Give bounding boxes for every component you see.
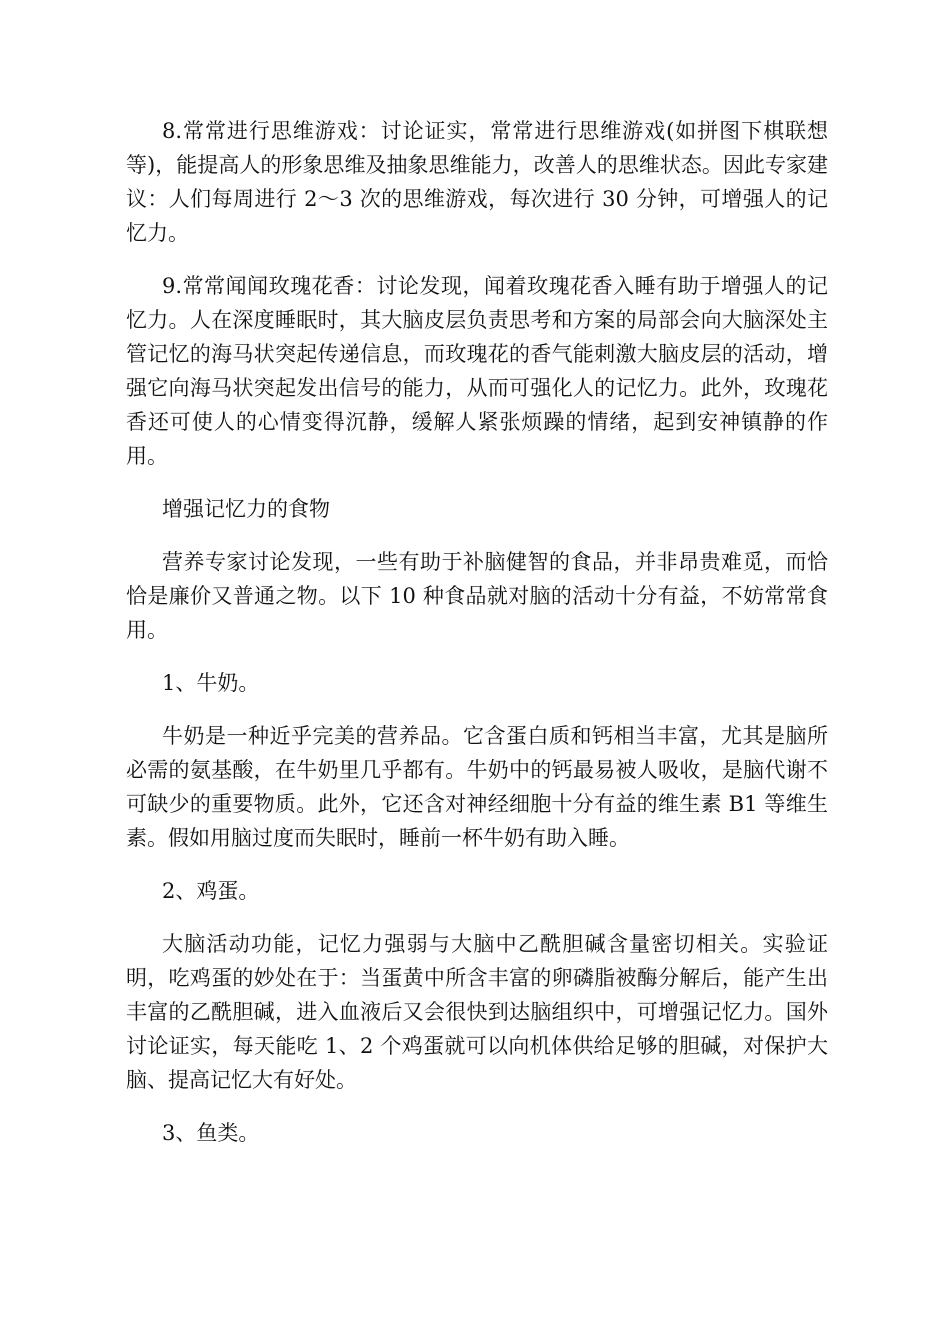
list-item-fish-heading: 3、鱼类。 <box>162 1121 260 1145</box>
paragraph-milk: 牛奶是一种近乎完美的营养品。它含蛋白质和钙相当丰富，尤其是脑所必需的氨基酸，在牛奶里几乎都有。牛奶中的钙最易被人吸收，是脑代谢不可缺少的重要物质。此外，它还含对神经细胞十分有益的维生素 B1 等维生素。假如用脑过度而失眠时，睡前一杯牛奶有助入睡。 <box>126 724 828 850</box>
paragraph-foods-intro: 营养专家讨论发现，一些有助于补脑健智的食品，并非昂贵难觅，而恰恰是廉价又普通之物。以下 10 种食品就对脑的活动十分有益，不妨常常食用。 <box>126 550 828 642</box>
paragraph-rose-scent: 9.常常闻闻玫瑰花香：讨论发现，闻着玫瑰花香入睡有助于增强人的记忆力。人在深度睡眠时，其大脑皮层负责思考和方案的局部会向大脑深处主管记忆的海马状突起传递信息，而玫瑰花的香气能刺激大脑皮层的活动，增强它向海马状突起发出信号的能力，从而可强化人的记忆力。此外，玫瑰花香还可使人的心情变得沉静，缓解人紧张烦躁的情绪，起到安神镇静的作用。 <box>126 274 828 468</box>
list-item-egg-heading: 2、鸡蛋。 <box>162 879 260 903</box>
document-page <box>126 114 828 1169</box>
section-heading-memory-foods: 增强记忆力的食物 <box>162 497 330 521</box>
paragraph-thinking-games: 8.常常进行思维游戏：讨论证实，常常进行思维游戏(如拼图下棋联想等)，能提高人的形象思维及抽象思维能力，改善人的思维状态。因此专家建议：人们每周进行 2～3 次的思维游戏，每次进行 30 分钟，可增强人的记忆力。 <box>126 119 828 245</box>
list-item-milk-heading: 1、牛奶。 <box>162 671 260 695</box>
paragraph-egg: 大脑活动功能，记忆力强弱与大脑中乙酰胆碱含量密切相关。实验证明，吃鸡蛋的妙处在于：当蛋黄中所含丰富的卵磷脂被酶分解后，能产生出丰富的乙酰胆碱，进入血液后又会很快到达脑组织中，可增强记忆力。国外讨论证实，每天能吃 1、2 个鸡蛋就可以向机体供给足够的胆碱，对保护大脑、提高记忆大有好处。 <box>126 932 828 1092</box>
